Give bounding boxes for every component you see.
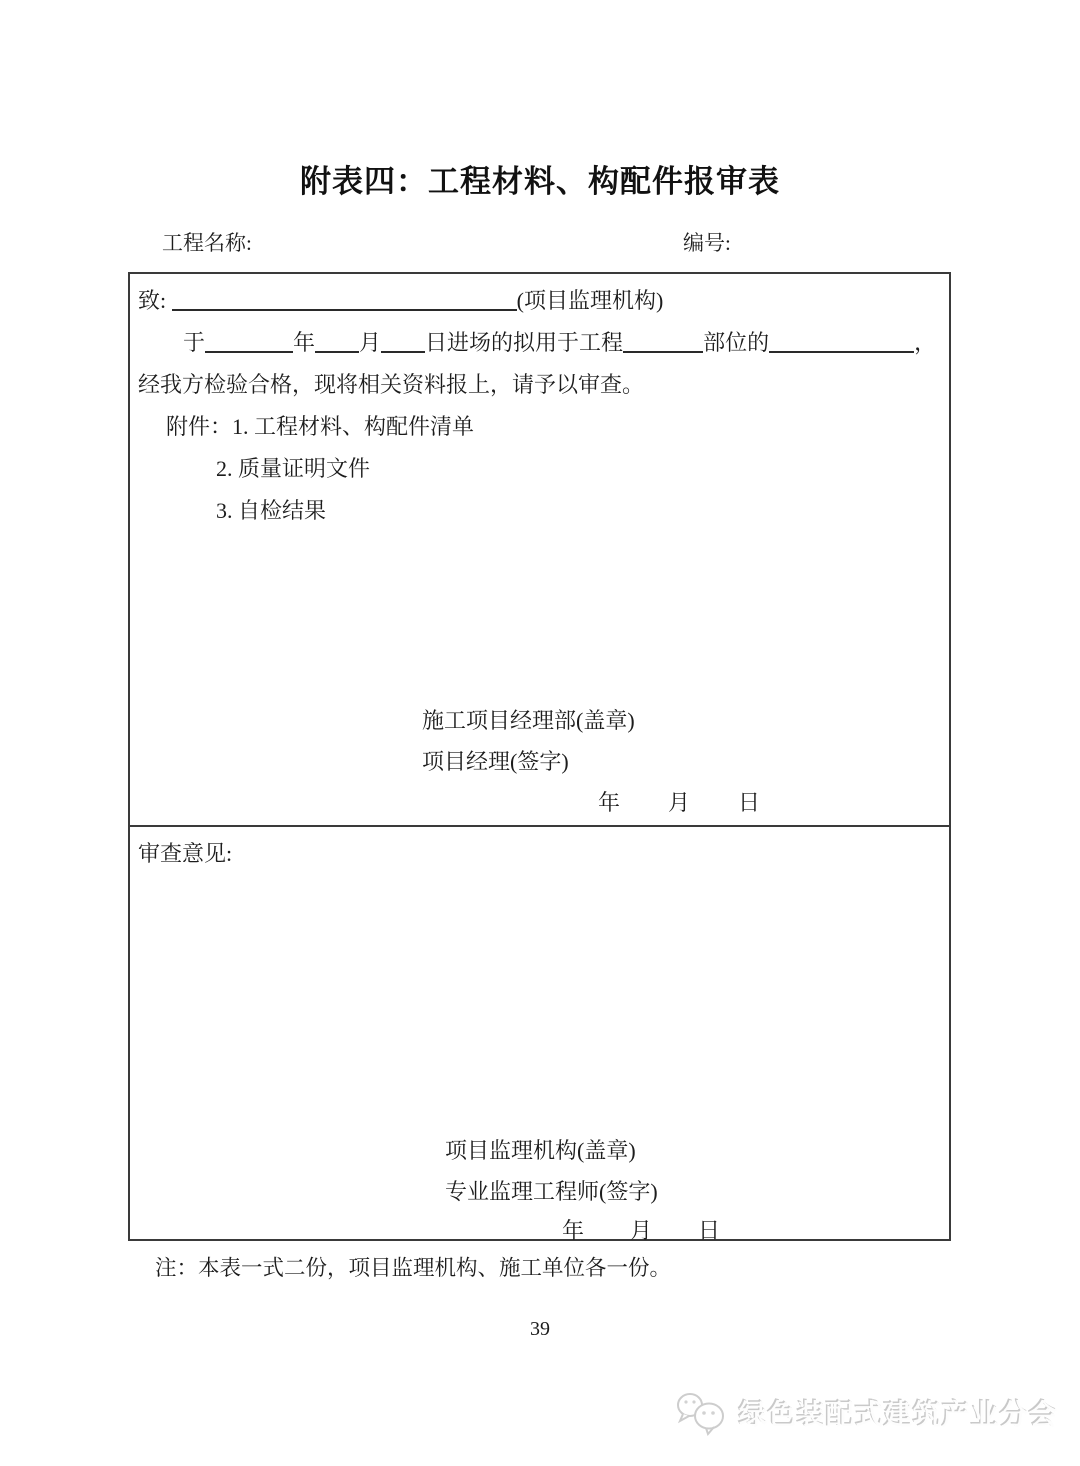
statement-text: ， xyxy=(914,330,937,355)
attachment-item: 1. 工程材料、构配件清单 xyxy=(232,414,475,439)
date-blank-underline xyxy=(315,331,359,353)
contractor-seal-line: 施工项目经理部(盖章) xyxy=(422,708,635,733)
attachments-label: 附件： xyxy=(166,414,233,439)
year-label: 年 xyxy=(562,1218,585,1243)
watermark-text: 绿色装配式建筑产业分会 xyxy=(738,1399,1058,1430)
section-review xyxy=(130,827,949,1243)
material-blank-underline xyxy=(769,331,914,353)
section-request xyxy=(130,274,949,827)
statement-text: 部位的 xyxy=(703,330,770,355)
attachment-item: 2. 质量证明文件 xyxy=(216,456,371,481)
day-label: 日 xyxy=(698,1218,721,1243)
statement-text: 于 xyxy=(183,330,206,355)
review-opinion-label: 审查意见: xyxy=(138,841,233,866)
year-label: 年 xyxy=(598,790,621,815)
statement-text: 年 xyxy=(293,330,316,355)
date-line xyxy=(138,782,941,823)
to-line xyxy=(138,280,941,322)
supervision-org-seal-line: 项目监理机构(盖章) xyxy=(445,1138,636,1163)
watermark xyxy=(673,1390,1058,1436)
supervisor-signature-block xyxy=(138,1130,941,1212)
supervision-engineer-sign-line: 专业监理工程师(签字) xyxy=(445,1179,658,1204)
month-label: 月 xyxy=(668,790,691,815)
footer-note: 注：本表一式二份，项目监理机构、施工单位各一份。 xyxy=(155,1256,672,1280)
to-suffix: (项目监理机构) xyxy=(516,288,664,313)
project-manager-sign-line: 项目经理(签字) xyxy=(422,749,569,774)
date-line xyxy=(138,1214,941,1248)
day-label: 日 xyxy=(738,790,761,815)
date-blank-underline xyxy=(205,331,293,353)
statement-text: 月 xyxy=(359,330,382,355)
number-label: 编号: xyxy=(683,231,731,255)
attachment-item: 3. 自检结果 xyxy=(216,498,327,523)
form-table xyxy=(128,272,951,1241)
statement-line xyxy=(138,322,941,364)
statement-line2: 经我方检验合格，现将相关资料报上，请予以审查。 xyxy=(138,372,645,397)
chat-bubbles-icon xyxy=(673,1390,731,1436)
date-blank-underline xyxy=(381,331,425,353)
part-blank-underline xyxy=(623,331,703,353)
to-blank-underline xyxy=(172,289,517,311)
project-name-label: 工程名称: xyxy=(162,231,252,255)
to-label: 致: xyxy=(138,288,167,313)
month-label: 月 xyxy=(630,1218,653,1243)
attachments-line xyxy=(138,406,941,448)
statement-text: 日进场的拟用于工程 xyxy=(425,330,624,355)
contractor-signature-block xyxy=(138,700,941,782)
page-number: 39 xyxy=(530,1318,550,1340)
page-title: 附表四：工程材料、构配件报审表 xyxy=(300,164,780,199)
